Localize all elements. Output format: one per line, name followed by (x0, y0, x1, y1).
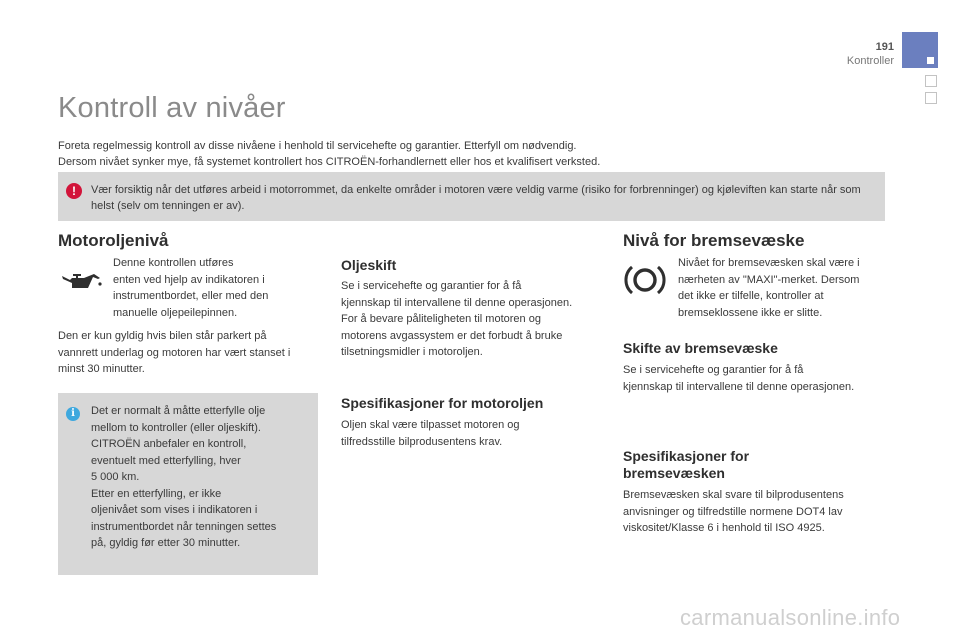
motor-oil-info-text: Det er normalt å måtte etterfylle olje mellom to kontroller (eller oljeskift). CITROËN anbefaler en kontroll, eventuelt med etterfylling, hver 5 000 km. Etter en etterfylling, er ikke oljenivået som vises i indikatoren i instrumentbordet når tenningen settes på, gyldig før etter 30 minutter. (91, 405, 277, 549)
intro-text: Foreta regelmessig kontroll av disse nivåene i henhold til servicehefte og garantier. Etterfyll om nødvendig. Dersom nivået synker mye, få systemet kontrollert hos CITROËN-forhandlernett eller hos et kvalifisert verksted. (58, 140, 601, 168)
warning-icon: ! (66, 183, 82, 199)
warning-text: Vær forsiktig når det utføres arbeid i motorrommet, da enkelte områder i motoren være veldig varme (risiko for forbrenninger) og kjøleviften kan starte når som helst (selv om tenningen er av). (91, 184, 861, 212)
brake-specs-body: Bremsevæsken skal svare til bilprodusentens anvisninger og tilfredstille normene DOT4 lav viskositet/Klasse 6 i henhold til ISO 4925. (623, 489, 844, 534)
heading-brake-specs: Spesifikasjoner for bremsevæsken (623, 448, 750, 481)
heading-oil-specs: Spesifikasjoner for motoroljen (341, 395, 544, 411)
brake-change-body: Se i servicehefte og garantier for å få kjennskap til intervallene til denne operasjonen. (623, 364, 855, 393)
section-name: Kontroller (846, 55, 894, 67)
watermark: carmanualsonline.info (680, 605, 901, 630)
chapter-tab-active[interactable] (902, 32, 938, 68)
brake-level-icon-text: Nivået for bremsevæsken skal være i nærheten av "MAXI"-merket. Dersom det ikke er tilfelle, kontroller at bremseklossene ikke er slitte. (678, 257, 860, 319)
page-title: Kontroll av nivåer (58, 92, 286, 124)
page-number: 191 (875, 41, 894, 53)
info-icon: i (66, 407, 80, 421)
oil-specs-body: Oljen skal være tilpasset motoren og tilfredsstille bilprodusentens krav. (341, 419, 520, 448)
oil-change-body: Se i servicehefte og garantier for å få kjennskap til intervallene til denne operasjonen. For å bevare påliteligheten til motoren og motorens avgassystem er det forbudt å bruke tilsetningsmidler i motoroljen. (341, 280, 573, 358)
motor-oil-body: Den er kun gyldig hvis bilen står parkert på vannrett underlag og motoren har vært stanset i minst 30 minutter. (58, 330, 291, 375)
heading-brake-change: Skifte av bremsevæske (623, 340, 778, 356)
motor-oil-icon-text: Denne kontrollen utføres enten ved hjelp av indikatoren i instrumentbordet, eller med den manuelle oljepeilepinnen. (113, 257, 269, 319)
heading-motor-oil: Motoroljenivå (58, 231, 169, 250)
heading-brake-level: Nivå for bremsevæske (623, 231, 805, 250)
oil-can-icon (60, 270, 102, 294)
chapter-tab[interactable] (925, 92, 937, 104)
chapter-tab[interactable] (925, 75, 937, 87)
brake-warning-icon (624, 262, 666, 298)
heading-oil-change: Oljeskift (341, 257, 397, 273)
